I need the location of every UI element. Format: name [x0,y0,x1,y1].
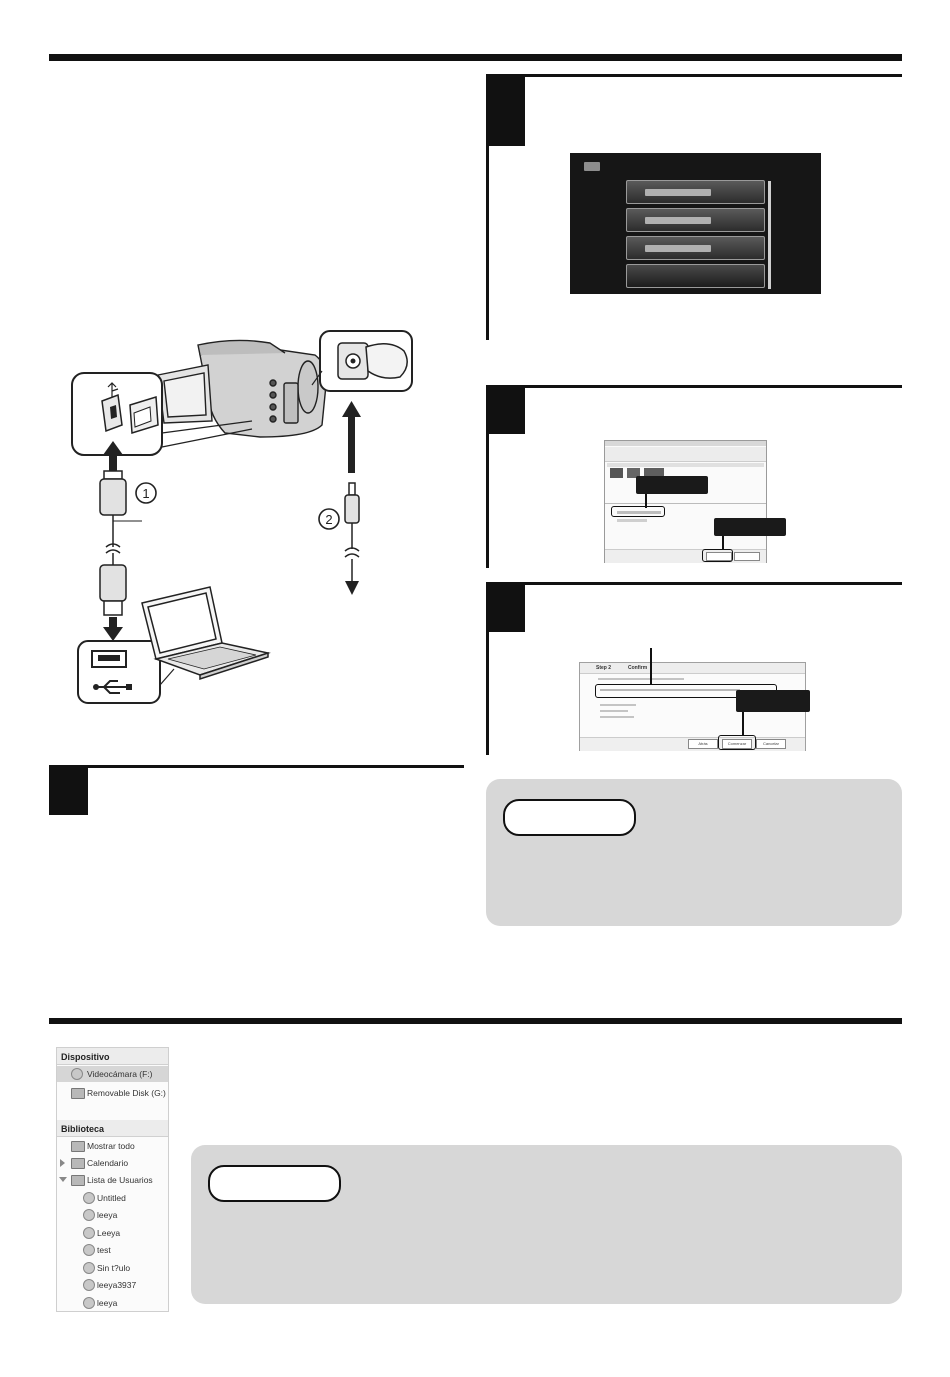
calendar-icon [71,1158,85,1169]
user-list-icon [71,1175,85,1186]
step-a-side-line [486,146,489,340]
option-highlight-ring [611,506,665,517]
window-c-line-5 [600,716,634,718]
lcd-menu-item-4-selected[interactable] [626,264,765,288]
note-label-pill-bottom [208,1165,341,1202]
user-icon [83,1262,95,1274]
note-label-pill-right [503,799,636,836]
lcd-scrollbar[interactable] [768,181,771,289]
lcd-header-blur [584,162,600,171]
callout-b-2-leader [722,536,724,550]
user-icon [83,1297,95,1309]
window-b-list-header [607,463,764,467]
usb-down-arrow [103,617,123,641]
camera-icon [71,1068,83,1080]
step-left-number-box [49,765,88,815]
lcd-menu-item-2[interactable] [626,208,765,232]
lcd-menu-item-1-text [645,189,711,196]
library-heading: Biblioteca [61,1124,105,1134]
dc-cable [345,483,359,585]
window-c-line-4 [600,710,628,712]
step-c-number-box [486,582,525,632]
library-tree-panel [56,1047,169,1312]
thumbnail-1[interactable] [610,468,623,478]
window-c-start-button[interactable]: Comenzar [722,739,752,749]
window-c-title-label: Confirm [628,665,648,671]
connection-diagram [60,325,430,710]
bottom-section-rule [49,1018,902,1024]
step-a-top-line [525,74,902,77]
window-b-titlebar [605,441,766,446]
callout-c-leader [742,712,744,736]
window-c-line-3 [600,704,636,706]
window-b-option-2 [617,519,647,522]
window-c-back-button[interactable]: Atrás [688,739,718,749]
device-heading: Dispositivo [61,1052,110,1062]
window-b-toolbar [605,447,766,462]
svg-text:2: 2 [325,512,333,527]
window-b-divider [605,503,766,504]
calendar-expand-icon[interactable] [60,1159,65,1167]
lcd-menu-item-1[interactable] [626,180,765,204]
callout-b-2 [714,518,786,536]
top-rule [49,54,902,61]
window-c-header [580,663,805,674]
window-c-step-label: Step 2 [596,665,612,671]
library-item-user-list[interactable]: Lista de Usuarios [87,1175,153,1185]
library-item-calendar[interactable]: Calendario [87,1158,129,1168]
device-item-removable[interactable]: Removable Disk (G:) [87,1088,166,1098]
window-c-cancel-button[interactable]: Cancelar [756,739,786,749]
step-b-number-box [486,385,525,434]
library-item-show-all[interactable]: Mostrar todo [87,1141,135,1151]
step-left-top-line [88,765,464,768]
user-icon [83,1244,95,1256]
step-a-number-box [486,74,525,146]
device-item-camera[interactable]: Videocámara (F:) [87,1069,153,1079]
callout-c [736,690,810,712]
user-icon [83,1279,95,1291]
software-window-b [604,440,767,563]
user-list-collapse-icon[interactable] [59,1177,67,1182]
dc-in-inset [312,331,412,391]
path-leader-line [650,648,652,684]
lcd-menu-item-2-text [645,217,711,224]
user-item-7[interactable]: leeya [97,1298,118,1308]
user-item-5[interactable]: Sin t?ulo [97,1263,131,1273]
callout-b-1-leader [645,494,647,508]
user-item-2[interactable]: leeya [97,1210,118,1220]
callout-b-1 [636,476,708,494]
next-highlight-ring [702,549,733,562]
lcd-menu-item-3-text [645,245,711,252]
user-item-4[interactable]: test [97,1245,111,1255]
user-item-1[interactable]: Untitled [97,1193,126,1203]
dc-down-arrow [345,581,359,595]
dc-up-arrow [342,401,361,473]
step-c-top-line [525,582,902,585]
show-all-icon [71,1141,85,1152]
user-icon [83,1192,95,1204]
user-item-6[interactable]: leeya3937 [97,1280,137,1290]
removable-disk-icon [71,1088,85,1099]
user-icon [83,1227,95,1239]
window-b-cancel-button[interactable] [734,552,760,561]
window-c-line-1 [598,678,684,680]
lcd-menu-item-3[interactable] [626,236,765,260]
step-b-top-line [525,385,902,388]
step-circle-1 [136,483,156,503]
step-c-side-line [486,632,489,755]
step-circle-2 [319,509,339,529]
step-b-side-line [486,434,489,568]
start-highlight-ring [718,735,756,750]
user-icon [83,1209,95,1221]
svg-text:1: 1 [142,486,150,501]
user-item-3[interactable]: Leeya [97,1228,121,1238]
